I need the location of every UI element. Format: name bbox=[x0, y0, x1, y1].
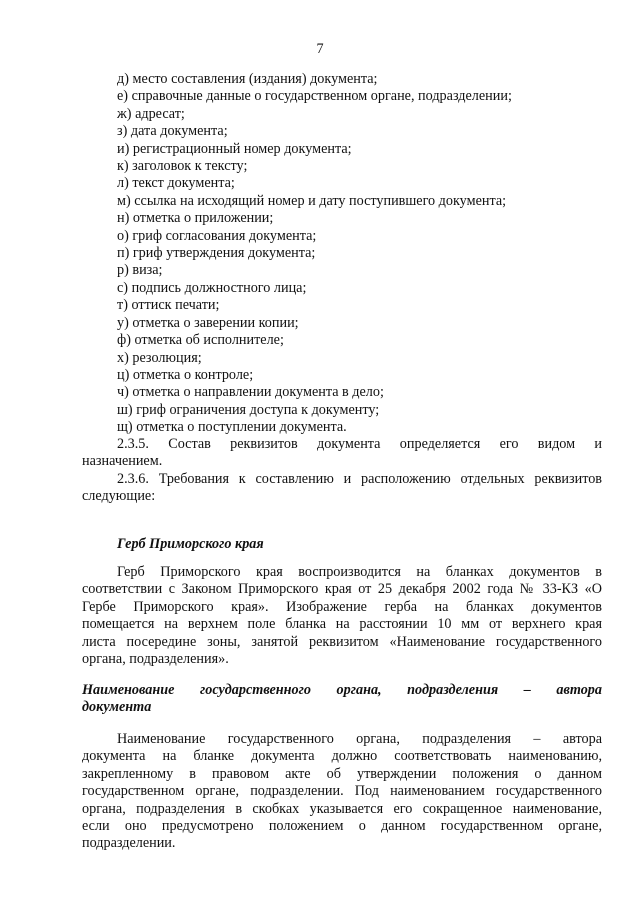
paragraph-line: назначением. bbox=[82, 453, 163, 470]
list-item: р) виза; bbox=[117, 262, 163, 279]
list-item: у) отметка о заверении копии; bbox=[117, 314, 299, 331]
list-item: о) гриф согласования документа; bbox=[117, 227, 317, 244]
requisites-list bbox=[117, 71, 597, 437]
list-item: п) гриф утверждения документа; bbox=[117, 245, 316, 262]
section-body-authority-name bbox=[82, 731, 602, 853]
list-item: ж) адресат; bbox=[117, 105, 185, 122]
list-item: ш) гриф ограничения доступа к документу; bbox=[117, 401, 380, 418]
list-item: х) резолюция; bbox=[117, 349, 202, 366]
paragraph-line: подразделении. bbox=[82, 835, 176, 852]
paragraph-2-3-6 bbox=[82, 471, 602, 506]
paragraph-line: органа, подразделения в скобках указывается его сокращенное наименование, bbox=[82, 800, 602, 817]
paragraph-line: 2.3.5. Состав реквизитов документа определяется его видом и bbox=[117, 436, 602, 452]
page-number: 7 bbox=[316, 41, 324, 57]
section-heading-coat-of-arms: Герб Приморского края bbox=[117, 536, 264, 552]
list-item: ч) отметка о направлении документа в дело; bbox=[117, 384, 384, 401]
paragraph-line: закрепленному в правовом акте об утверждении положения о данном bbox=[82, 765, 602, 782]
list-item: н) отметка о приложении; bbox=[117, 210, 274, 227]
list-item: с) подпись должностного лица; bbox=[117, 279, 307, 296]
paragraph-line: органа, подразделения». bbox=[82, 651, 229, 668]
list-item: д) место составления (издания) документа; bbox=[117, 71, 378, 87]
paragraph-2-3-5 bbox=[82, 436, 602, 471]
section-body-coat-of-arms bbox=[82, 564, 602, 668]
heading-line: Наименование государственного органа, подразделения – автора bbox=[82, 682, 602, 698]
paragraph-line: государственном органе, подразделении. Под наименованием государственного bbox=[82, 783, 602, 800]
paragraph-line: Наименование государственного органа, подразделения – автора bbox=[117, 731, 602, 747]
list-item: к) заголовок к тексту; bbox=[117, 158, 248, 175]
list-item: з) дата документа; bbox=[117, 123, 228, 140]
paragraph-line: Гербе Приморского края». Изображение герба на бланках документов bbox=[82, 598, 602, 615]
list-item: ф) отметка об исполнителе; bbox=[117, 332, 284, 349]
paragraph-line: если оно предусмотрено положением о данном государственном органе, bbox=[82, 818, 602, 835]
list-item: и) регистрационный номер документа; bbox=[117, 140, 352, 157]
paragraph-line: 2.3.6. Требования к составлению и расположению отдельных реквизитов bbox=[117, 471, 602, 487]
list-item: м) ссылка на исходящий номер и дату поступившего документа; bbox=[117, 192, 507, 209]
list-item: л) текст документа; bbox=[117, 175, 235, 192]
section-heading-authority-name bbox=[82, 682, 602, 717]
paragraph-line: Герб Приморского края воспроизводится на бланках документов в bbox=[117, 564, 602, 580]
list-item: т) оттиск печати; bbox=[117, 297, 220, 314]
paragraph-line: помещается на верхнем поле бланка на расстоянии 10 мм от верхнего края bbox=[82, 616, 602, 633]
paragraph-line: документа на бланке документа должно соответствовать наименованию, bbox=[82, 748, 602, 765]
list-item: е) справочные данные о государственном органе, подразделении; bbox=[117, 88, 512, 105]
list-item: щ) отметка о поступлении документа. bbox=[117, 419, 347, 436]
paragraph-line: следующие: bbox=[82, 488, 156, 505]
paragraph-line: соответствии с Законом Приморского края от 25 декабря 2002 года № 33-КЗ «О bbox=[82, 581, 602, 598]
list-item: ц) отметка о контроле; bbox=[117, 366, 254, 383]
paragraph-line: листа посередине зоны, занятой реквизитом «Наименование государственного bbox=[82, 633, 602, 650]
heading-line: документа bbox=[82, 699, 152, 716]
